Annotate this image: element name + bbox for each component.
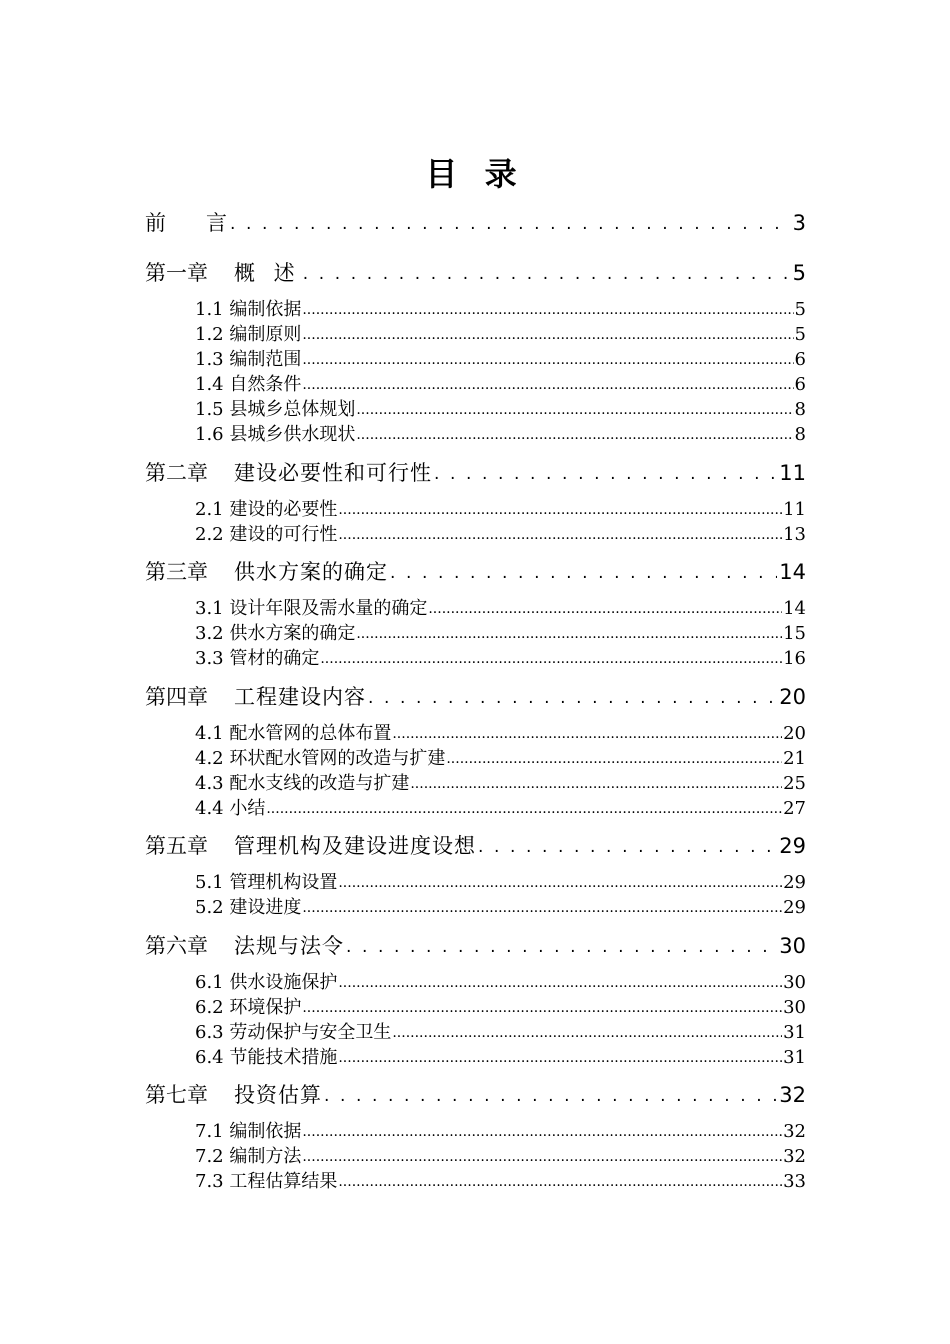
dot-leader (230, 212, 791, 236)
dot-leader (320, 650, 782, 668)
section-title: 3.2 供水方案的确定 (195, 623, 356, 644)
page-number: 14 (783, 598, 806, 619)
chapter-number: 前 (145, 211, 166, 235)
toc-chapter-entry[interactable] (145, 458, 806, 488)
section-title: 1.6 县城乡供水现状 (195, 424, 356, 445)
dot-leader (338, 1173, 782, 1191)
dot-leader (303, 262, 791, 286)
page-number: 5 (792, 261, 806, 285)
section-title: 4.1 配水管网的总体布置 (195, 723, 392, 744)
page-number: 20 (779, 685, 806, 709)
page-number: 5 (794, 299, 806, 320)
dot-leader (266, 800, 782, 818)
dot-leader (392, 725, 782, 743)
chapter-title: 概 述 (234, 261, 301, 285)
toc-section-entry[interactable] (195, 796, 806, 821)
section-title: 3.3 管材的确定 (195, 648, 320, 669)
page-number: 32 (779, 1083, 806, 1107)
page-number: 6 (794, 349, 806, 370)
chapter-number: 第三章 (145, 560, 208, 584)
page-number: 32 (783, 1146, 806, 1167)
page-number: 6 (794, 374, 806, 395)
toc-chapter-entry[interactable] (145, 258, 806, 288)
section-title: 1.5 县城乡总体规划 (195, 399, 356, 420)
toc-chapter-entry[interactable] (145, 931, 806, 961)
toc-section-entry[interactable] (195, 895, 806, 920)
toc-chapter-entry[interactable] (145, 557, 806, 587)
toc-section-entry[interactable] (195, 1169, 806, 1194)
page-number: 15 (783, 623, 806, 644)
section-title: 4.3 配水支线的改造与扩建 (195, 773, 410, 794)
toc-section-entry[interactable] (195, 1144, 806, 1169)
dot-leader (368, 686, 777, 710)
section-title: 5.1 管理机构设置 (195, 872, 338, 893)
toc-section-entry[interactable] (195, 995, 806, 1020)
page-number: 30 (779, 934, 806, 958)
dot-leader (302, 376, 793, 394)
page-number: 13 (783, 524, 806, 545)
page-number: 27 (783, 798, 806, 819)
toc-section-entry[interactable] (195, 397, 806, 422)
page-number: 14 (779, 560, 806, 584)
section-title: 6.1 供水设施保护 (195, 972, 338, 993)
chapter-title: 建设必要性和可行性 (234, 461, 432, 485)
dot-leader (356, 401, 793, 419)
toc-section-entry[interactable] (195, 970, 806, 995)
dot-leader (338, 1049, 782, 1067)
chapter-title: 供水方案的确定 (234, 560, 388, 584)
section-title: 7.3 工程估算结果 (195, 1171, 338, 1192)
dot-leader (446, 750, 782, 768)
dot-leader (302, 999, 782, 1017)
page-number: 31 (783, 1047, 806, 1068)
page-number: 3 (792, 211, 806, 235)
dot-leader (434, 462, 777, 486)
dot-leader (302, 301, 793, 319)
page-number: 30 (783, 972, 806, 993)
dot-leader (302, 326, 793, 344)
dot-leader (324, 1084, 777, 1108)
toc-section-entry[interactable] (195, 522, 806, 547)
dot-leader (302, 1123, 782, 1141)
chapter-number: 第四章 (145, 685, 208, 709)
page-number: 25 (783, 773, 806, 794)
section-title: 1.4 自然条件 (195, 374, 302, 395)
page-number: 32 (783, 1121, 806, 1142)
page-number: 8 (794, 399, 806, 420)
dot-leader (356, 625, 782, 643)
dot-leader (346, 935, 777, 959)
chapter-number: 第一章 (145, 261, 208, 285)
page-number: 5 (794, 324, 806, 345)
dot-leader (338, 874, 782, 892)
page-number: 33 (783, 1171, 806, 1192)
section-title: 4.4 小结 (195, 798, 266, 819)
toc-section-entry[interactable] (195, 422, 806, 447)
toc-section-entry[interactable] (195, 497, 806, 522)
toc-chapter-entry[interactable] (145, 1080, 806, 1110)
page-number: 20 (783, 723, 806, 744)
section-title: 7.1 编制依据 (195, 1121, 302, 1142)
page-number: 8 (794, 424, 806, 445)
page-number: 29 (783, 872, 806, 893)
chapter-title: 言 (206, 211, 228, 235)
toc-section-entry[interactable] (195, 322, 806, 347)
chapter-number: 第六章 (145, 934, 208, 958)
toc-section-entry[interactable] (195, 771, 806, 796)
dot-leader (338, 526, 782, 544)
section-title: 5.2 建设进度 (195, 897, 302, 918)
dot-leader (302, 1148, 782, 1166)
toc-chapter-entry[interactable] (145, 208, 806, 238)
dot-leader (356, 426, 793, 444)
toc-chapter-entry[interactable] (145, 831, 806, 861)
page-number: 31 (783, 1022, 806, 1043)
page-number: 29 (783, 897, 806, 918)
dot-leader (478, 835, 777, 859)
chapter-title: 管理机构及建设进度设想 (234, 834, 476, 858)
dot-leader (338, 501, 782, 519)
chapter-title: 投资估算 (234, 1083, 322, 1107)
toc-section-entry[interactable] (195, 870, 806, 895)
dot-leader (428, 600, 782, 618)
chapter-number: 第五章 (145, 834, 208, 858)
dot-leader (410, 775, 782, 793)
toc-section-entry[interactable] (195, 297, 806, 322)
toc-section-entry[interactable] (195, 596, 806, 621)
section-title: 2.1 建设的必要性 (195, 499, 338, 520)
toc-section-entry[interactable] (195, 1020, 806, 1045)
section-title: 7.2 编制方法 (195, 1146, 302, 1167)
section-title: 4.2 环状配水管网的改造与扩建 (195, 748, 446, 769)
toc-section-entry[interactable] (195, 646, 806, 671)
chapter-number: 第七章 (145, 1083, 208, 1107)
section-title: 1.2 编制原则 (195, 324, 302, 345)
toc-section-entry[interactable] (195, 746, 806, 771)
chapter-title: 法规与法令 (234, 934, 344, 958)
page-number: 30 (783, 997, 806, 1018)
toc-section-entry[interactable] (195, 372, 806, 397)
page-number: 16 (783, 648, 806, 669)
dot-leader (302, 351, 793, 369)
section-title: 6.3 劳动保护与安全卫生 (195, 1022, 392, 1043)
section-title: 3.1 设计年限及需水量的确定 (195, 598, 428, 619)
toc-section-entry[interactable] (195, 347, 806, 372)
section-title: 2.2 建设的可行性 (195, 524, 338, 545)
toc-section-entry[interactable] (195, 621, 806, 646)
section-title: 6.4 节能技术措施 (195, 1047, 338, 1068)
dot-leader (338, 974, 782, 992)
toc-section-entry[interactable] (195, 1119, 806, 1144)
page-number: 21 (783, 748, 806, 769)
page-number: 11 (783, 499, 806, 520)
dot-leader (302, 899, 782, 917)
section-title: 1.1 编制依据 (195, 299, 302, 320)
section-title: 6.2 环境保护 (195, 997, 302, 1018)
toc-title: 目 录 (425, 155, 525, 193)
dot-leader (390, 561, 777, 585)
section-title: 1.3 编制范围 (195, 349, 302, 370)
chapter-number: 第二章 (145, 461, 208, 485)
toc-chapter-entry[interactable] (145, 682, 806, 712)
toc-section-entry[interactable] (195, 1045, 806, 1070)
page-number: 29 (779, 834, 806, 858)
page-number: 11 (779, 461, 806, 485)
chapter-title: 工程建设内容 (234, 685, 366, 709)
dot-leader (392, 1024, 782, 1042)
toc-section-entry[interactable] (195, 721, 806, 746)
